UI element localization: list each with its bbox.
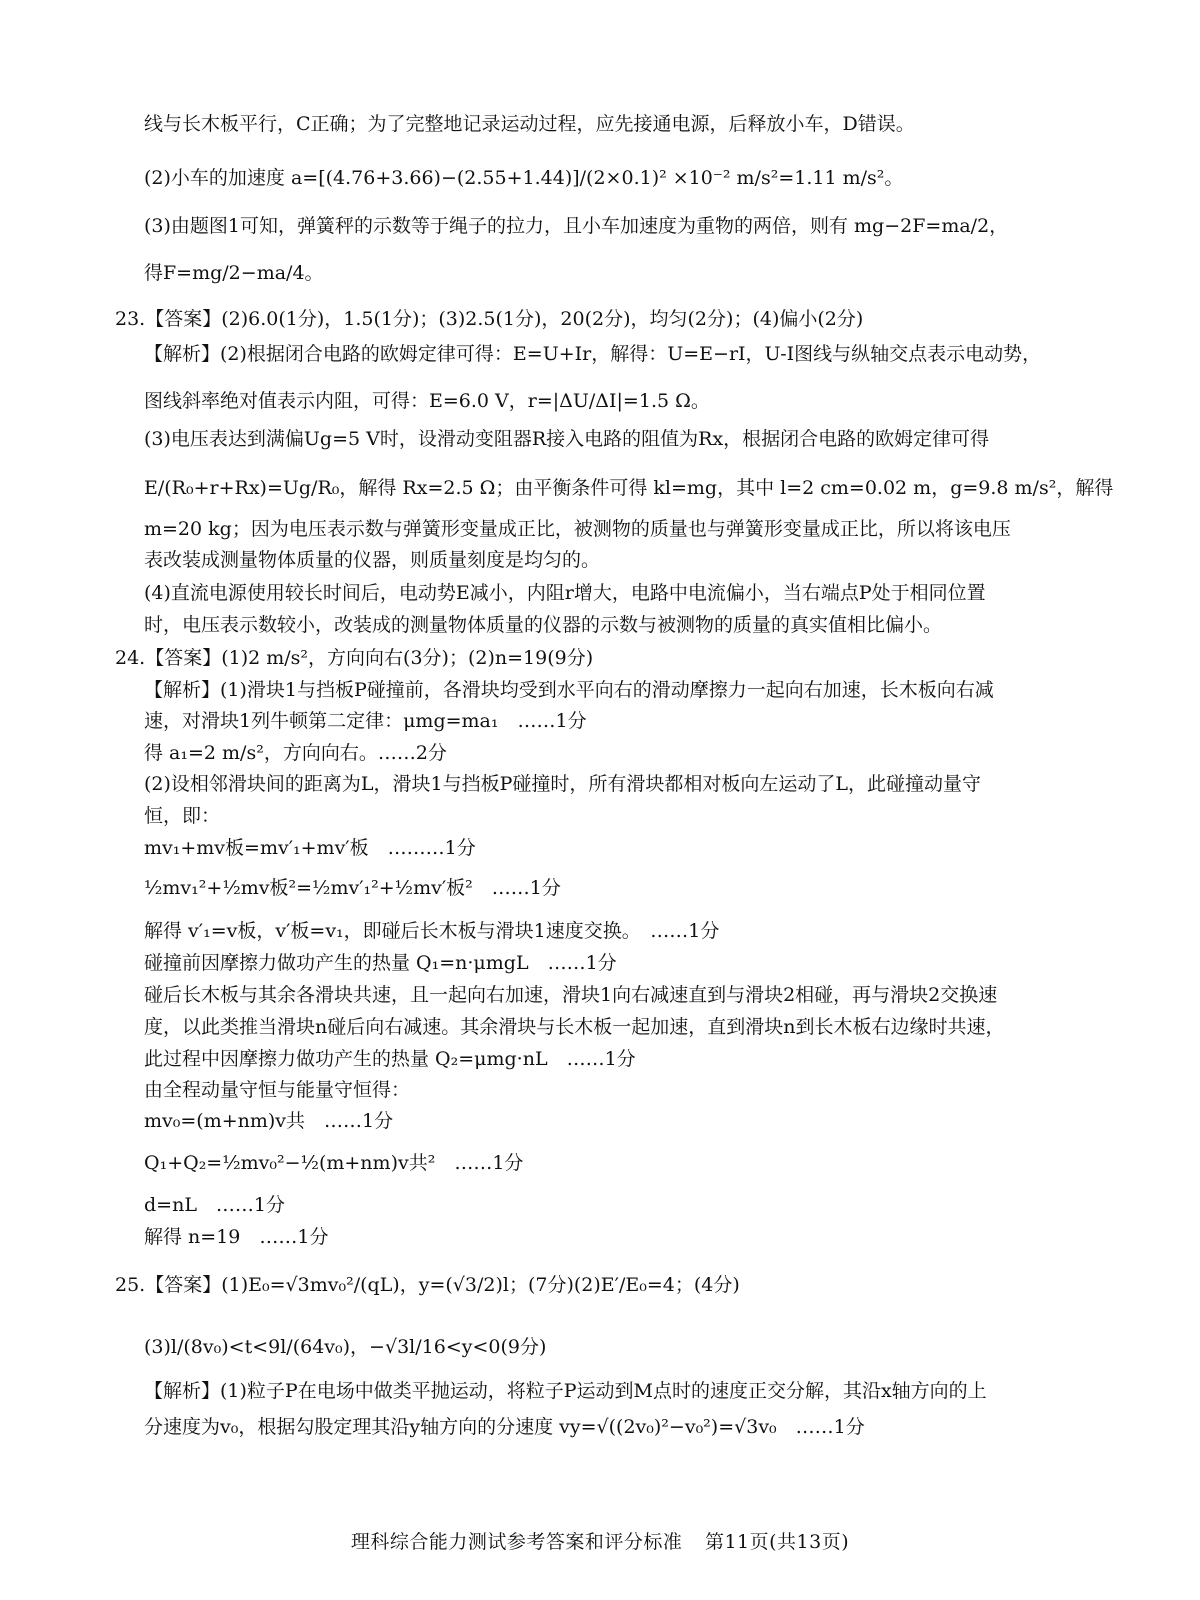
text-line: E/(R₀+r+Rx)=Ug/R₀，解得 Rx=2.5 Ω；由平衡条件可得 kl=mg，其中 l=2 cm=0.02 m，g=9.8 m/s²，解得 xyxy=(144,477,1114,499)
text-line: 【解析】(1)粒子P在电场中做类平抛运动，将粒子P运动到M点时的速度正交分解，其沿x轴方向的上 xyxy=(144,1380,987,1402)
text-line: m=20 kg；因为电压表示数与弹簧形变量成正比，被测物的质量也与弹簧形变量成正比，所以将该电压 xyxy=(144,518,1011,540)
question-24-answer: 24.【答案】(1)2 m/s²，方向向右(3分)；(2)n=19(9分) xyxy=(115,647,594,669)
text-line: (3)l/(8v₀)<t<9l/(64v₀)，−√3l/16<y<0(9分) xyxy=(144,1336,547,1358)
text-line: (4)直流电源使用较长时间后，电动势E减小，内阻r增大，电路中电流偏小，当右端点P处于相同位置 xyxy=(144,582,986,604)
text-line: d=nL ……1分 xyxy=(144,1194,286,1216)
text-line: 碰撞前因摩擦力做功产生的热量 Q₁=n·μmgL ……1分 xyxy=(144,952,617,974)
text-line: 表改装成测量物体质量的仪器，则质量刻度是均匀的。 xyxy=(144,549,601,571)
page-footer xyxy=(0,1527,1200,1554)
text-line: 此过程中因摩擦力做功产生的热量 Q₂=μmg·nL ……1分 xyxy=(144,1048,636,1070)
text-line: 时，电压表示数较小，改装成的测量物体质量的仪器的示数与被测物的质量的真实值相比偏小。 xyxy=(144,614,943,636)
text-line: 碰后长木板与其余各滑块共速，且一起向右加速，滑块1向右减速直到与滑块2相碰，再与滑块2交换速 xyxy=(144,984,998,1006)
text-line: 速，对滑块1列牛顿第二定律：μmg=ma₁ ……1分 xyxy=(144,710,587,732)
text-line: 得 a₁=2 m/s²，方向向右。……2分 xyxy=(144,742,447,764)
text-line: 解得 n=19 ……1分 xyxy=(144,1226,329,1248)
text-line: ½mv₁²+½mv板²=½mv′₁²+½mv′板² ……1分 xyxy=(144,877,561,899)
text-line: Q₁+Q₂=½mv₀²−½(m+nm)v共² ……1分 xyxy=(144,1152,524,1174)
question-25-answer: 25.【答案】(1)E₀=√3mv₀²/(qL)，y=(√3/2)l；(7分)(2)E′/E₀=4；(4分) xyxy=(115,1274,740,1296)
text-line: 线与长木板平行，C正确；为了完整地记录运动过程，应先接通电源，后释放小车，D错误。 xyxy=(144,113,915,135)
text-line: mv₁+mv板=mv′₁+mv′板 ………1分 xyxy=(144,837,476,859)
text-line: 【解析】(2)根据闭合电路的欧姆定律可得：E=U+Ir，解得：U=E−rI，U-I图线与纵轴交点表示电动势， xyxy=(144,343,1042,365)
text-line: 分速度为v₀，根据勾股定理其沿y轴方向的分速度 vy=√((2v₀)²−v₀²)=√3v₀ ……1分 xyxy=(144,1416,865,1438)
footer-title: 理科综合能力测试参考答案和评分标准 xyxy=(350,1531,683,1553)
page-number: 第11页(共13页) xyxy=(704,1531,850,1553)
text-line: 度，以此类推当滑块n碰后向右减速。其余滑块与长木板一起加速，直到滑块n到长木板右边缘时共速， xyxy=(144,1016,1005,1038)
text-line: 【解析】(1)滑块1与挡板P碰撞前，各滑块均受到水平向右的滑动摩擦力一起向右加速，长木板向右减 xyxy=(144,679,994,701)
text-line: 解得 v′₁=v板，v′板=v₁，即碰后长木板与滑块1速度交换。 ……1分 xyxy=(144,920,720,942)
text-line: 恒，即： xyxy=(144,805,221,827)
text-line: (2)设相邻滑块间的距离为L，滑块1与挡板P碰撞时，所有滑块都相对板向左运动了L，此碰撞动量守 xyxy=(144,773,982,795)
text-line: 图线斜率绝对值表示内阻，可得：E=6.0 V，r=|ΔU/ΔI|=1.5 Ω。 xyxy=(144,390,710,412)
text-line: (2)小车的加速度 a=[(4.76+3.66)−(2.55+1.44)]/(2×0.1)² ×10⁻² m/s²=1.11 m/s²。 xyxy=(144,167,904,189)
text-line: 得F=mg/2−ma/4。 xyxy=(144,262,324,284)
text-line: 由全程动量守恒与能量守恒得： xyxy=(144,1079,411,1101)
text-line: mv₀=(m+nm)v共 ……1分 xyxy=(144,1110,394,1132)
text-line: (3)由题图1可知，弹簧秤的示数等于绳子的拉力，且小车加速度为重物的两倍，则有 mg−2F=ma/2， xyxy=(144,215,1009,237)
text-line: (3)电压表达到满偏Ug=5 V时，设滑动变阻器R接入电路的阻值为Rx，根据闭合电路的欧姆定律可得 xyxy=(144,428,990,450)
question-23-answer: 23.【答案】(2)6.0(1分)，1.5(1分)；(3)2.5(1分)，20(2分)，均匀(2分)；(4)偏小(2分) xyxy=(115,308,864,330)
